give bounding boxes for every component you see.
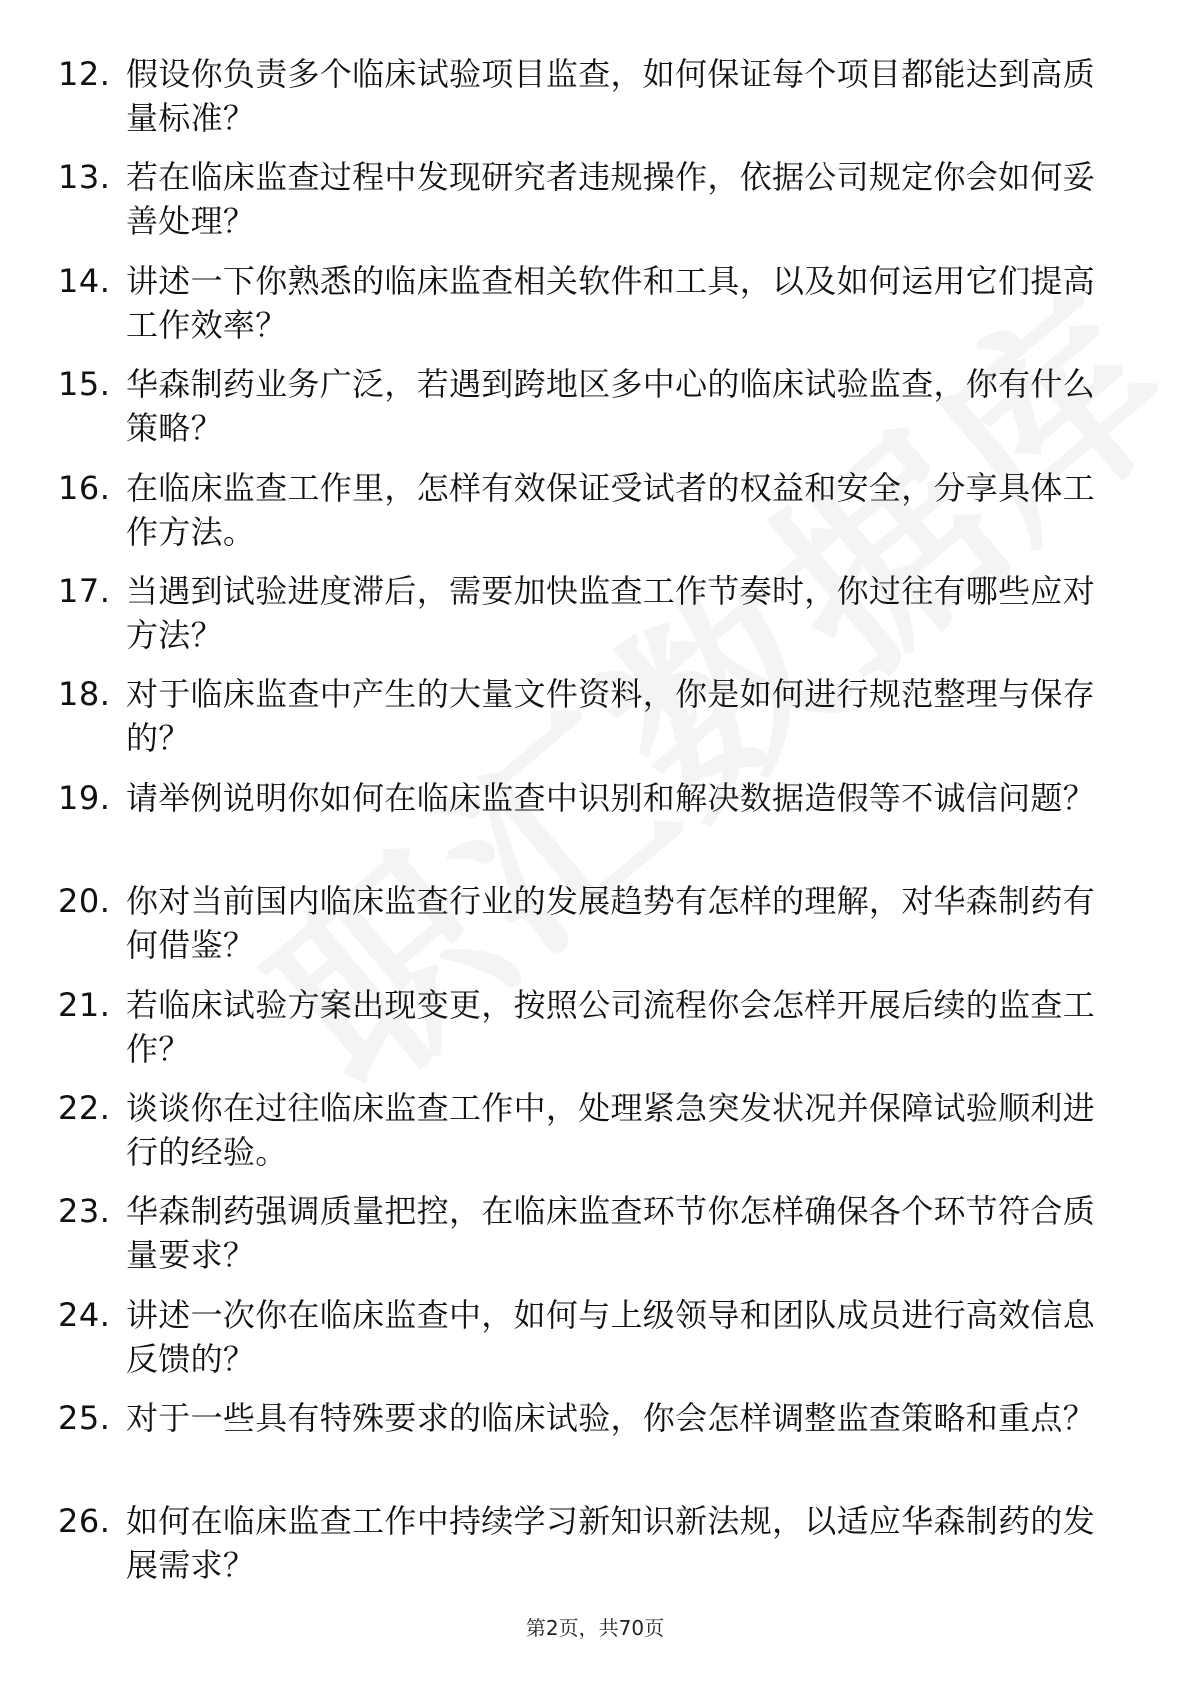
question-text: 对于一些具有特殊要求的临床试验，你会怎样调整监查策略和重点？ <box>126 1399 1096 1438</box>
question-item <box>0 155 1190 258</box>
question-number: 15. <box>58 365 111 404</box>
question-item <box>0 776 1190 879</box>
question-text: 华森制药业务广泛，若遇到跨地区多中心的临床试验监查，你有什么策略？ <box>126 365 1096 448</box>
question-number: 24. <box>58 1295 111 1334</box>
question-number: 25. <box>58 1399 111 1438</box>
question-item <box>0 362 1190 465</box>
question-item <box>0 259 1190 362</box>
question-number: 16. <box>58 468 111 507</box>
question-item <box>0 466 1190 569</box>
page-number-label: 第2页，共70页 <box>525 1616 665 1640</box>
question-text: 当遇到试验进度滞后，需要加快监查工作节奏时，你过往有哪些应对方法？ <box>126 571 1096 654</box>
question-item <box>0 52 1190 155</box>
question-number: 14. <box>58 261 111 300</box>
question-text: 谈谈你在过往临床监查工作中，处理紧急突发状况并保障试验顺利进行的经验。 <box>126 1088 1096 1171</box>
question-text: 如何在临床监查工作中持续学习新知识新法规，以适应华森制药的发展需求？ <box>126 1502 1096 1585</box>
question-item <box>0 1499 1190 1602</box>
question-text: 讲述一次你在临床监查中，如何与上级领导和团队成员进行高效信息反馈的？ <box>126 1295 1096 1378</box>
question-item <box>0 569 1190 672</box>
question-number: 21. <box>58 985 111 1024</box>
question-text: 讲述一下你熟悉的临床监查相关软件和工具，以及如何运用它们提高工作效率？ <box>126 261 1096 344</box>
question-number: 23. <box>58 1192 111 1231</box>
question-text: 若临床试验方案出现变更，按照公司流程你会怎样开展后续的监查工作？ <box>126 985 1096 1068</box>
question-item <box>0 672 1190 775</box>
question-item <box>0 1293 1190 1396</box>
question-item <box>0 879 1190 982</box>
question-item <box>0 1086 1190 1189</box>
question-list <box>0 52 1190 1603</box>
question-number: 19. <box>58 778 111 817</box>
question-text: 请举例说明你如何在临床监查中识别和解决数据造假等不诚信问题？ <box>126 778 1096 817</box>
question-item <box>0 1189 1190 1292</box>
question-text: 你对当前国内临床监查行业的发展趋势有怎样的理解，对华森制药有何借鉴？ <box>126 882 1096 965</box>
question-text: 假设你负责多个临床试验项目监查，如何保证每个项目都能达到高质量标准？ <box>126 55 1096 137</box>
question-text: 在临床监查工作里，怎样有效保证受试者的权益和安全，分享具体工作方法。 <box>126 468 1096 551</box>
question-item <box>0 1396 1190 1499</box>
question-number: 12. <box>58 55 111 93</box>
page-footer <box>0 1614 1190 1642</box>
question-number: 22. <box>58 1088 111 1127</box>
question-text: 若在临床监查过程中发现研究者违规操作，依据公司规定你会如何妥善处理？ <box>126 158 1096 241</box>
question-text: 华森制药强调质量把控，在临床监查环节你怎样确保各个环节符合质量要求？ <box>126 1192 1096 1275</box>
question-item <box>0 983 1190 1086</box>
question-number: 18. <box>58 675 111 714</box>
question-text: 对于临床监查中产生的大量文件资料，你是如何进行规范整理与保存的？ <box>126 675 1096 758</box>
question-number: 26. <box>58 1502 111 1541</box>
question-number: 17. <box>58 571 111 610</box>
question-number: 13. <box>58 158 111 197</box>
question-number: 20. <box>58 882 111 921</box>
